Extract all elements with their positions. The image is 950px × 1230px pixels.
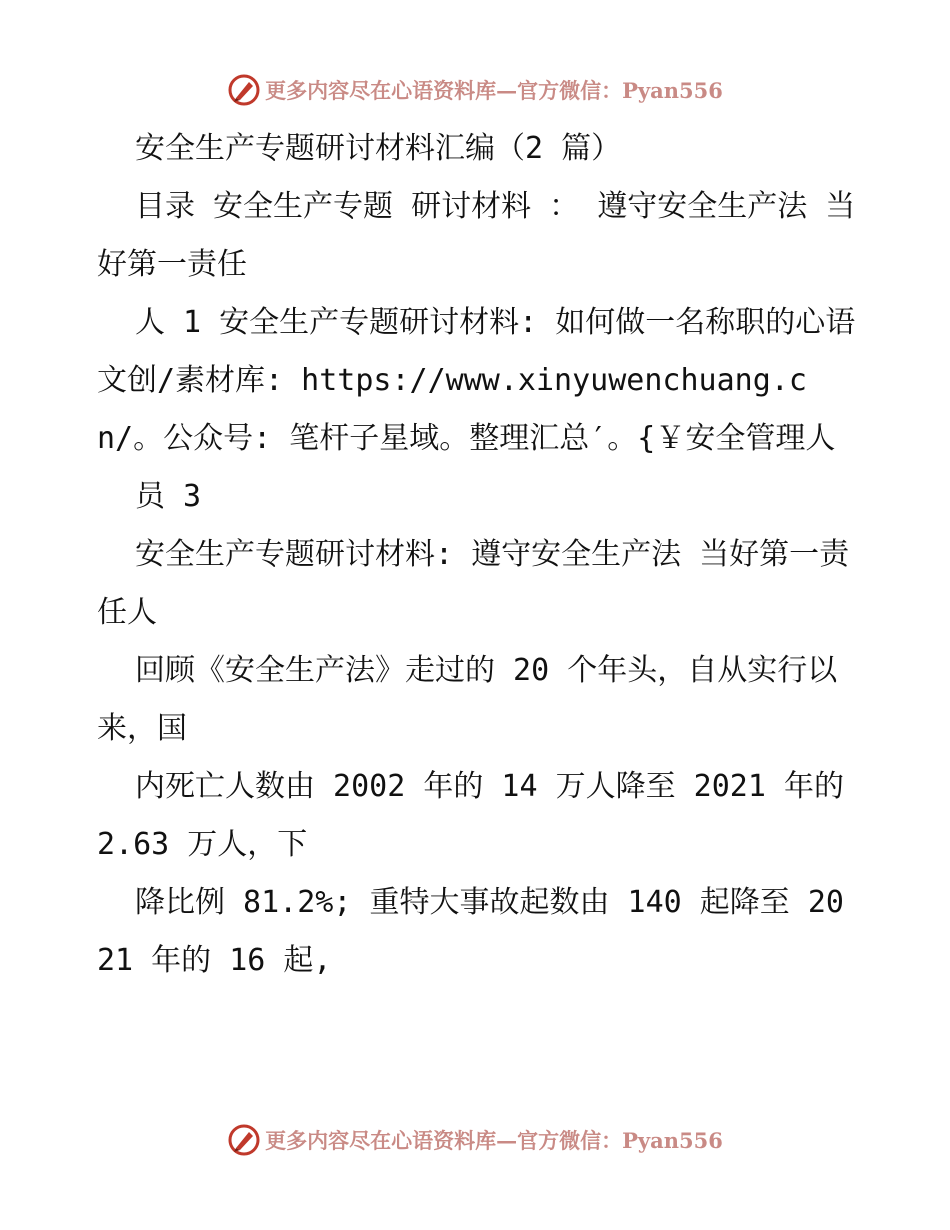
logo-icon <box>227 73 261 107</box>
header-banner <box>0 70 950 110</box>
logo-icon <box>227 1123 261 1157</box>
doc-title: 安全生产专题研讨材料汇编（2 篇） <box>135 131 622 166</box>
toc-line: 员 3 <box>135 479 202 514</box>
body-paragraph: 降比例 81.2%; 重特大事故起数由 140 起降至 2021 年的 16 起, <box>97 885 844 978</box>
footer-banner <box>0 1120 950 1160</box>
header-banner-text: 更多内容尽在心语资料库—官方微信：Pyan556 <box>265 78 723 103</box>
toc-line: 目录 安全生产专题 研讨材料 ： 遵守安全生产法 当好第一责任 <box>97 189 856 282</box>
section-heading: 安全生产专题研讨材料: 遵守安全生产法 当好第一责任人 <box>97 537 850 630</box>
footer-banner-text: 更多内容尽在心语资料库—官方微信：Pyan556 <box>265 1128 723 1153</box>
document-body <box>97 120 857 990</box>
body-paragraph: 内死亡人数由 2002 年的 14 万人降至 2021 年的 2.63 万人，下 <box>97 769 844 862</box>
body-paragraph: 回顾《安全生产法》走过的 20 个年头，自从实行以来，国 <box>97 653 838 746</box>
toc-line: 人 1 安全生产专题研讨材料: 如何做一名称职的心语文创/素材库: https://www.xinyuwenchuang.cn/。公众号: 笔杆子星域。整理汇总′。{￥安全管理人 <box>97 305 856 456</box>
